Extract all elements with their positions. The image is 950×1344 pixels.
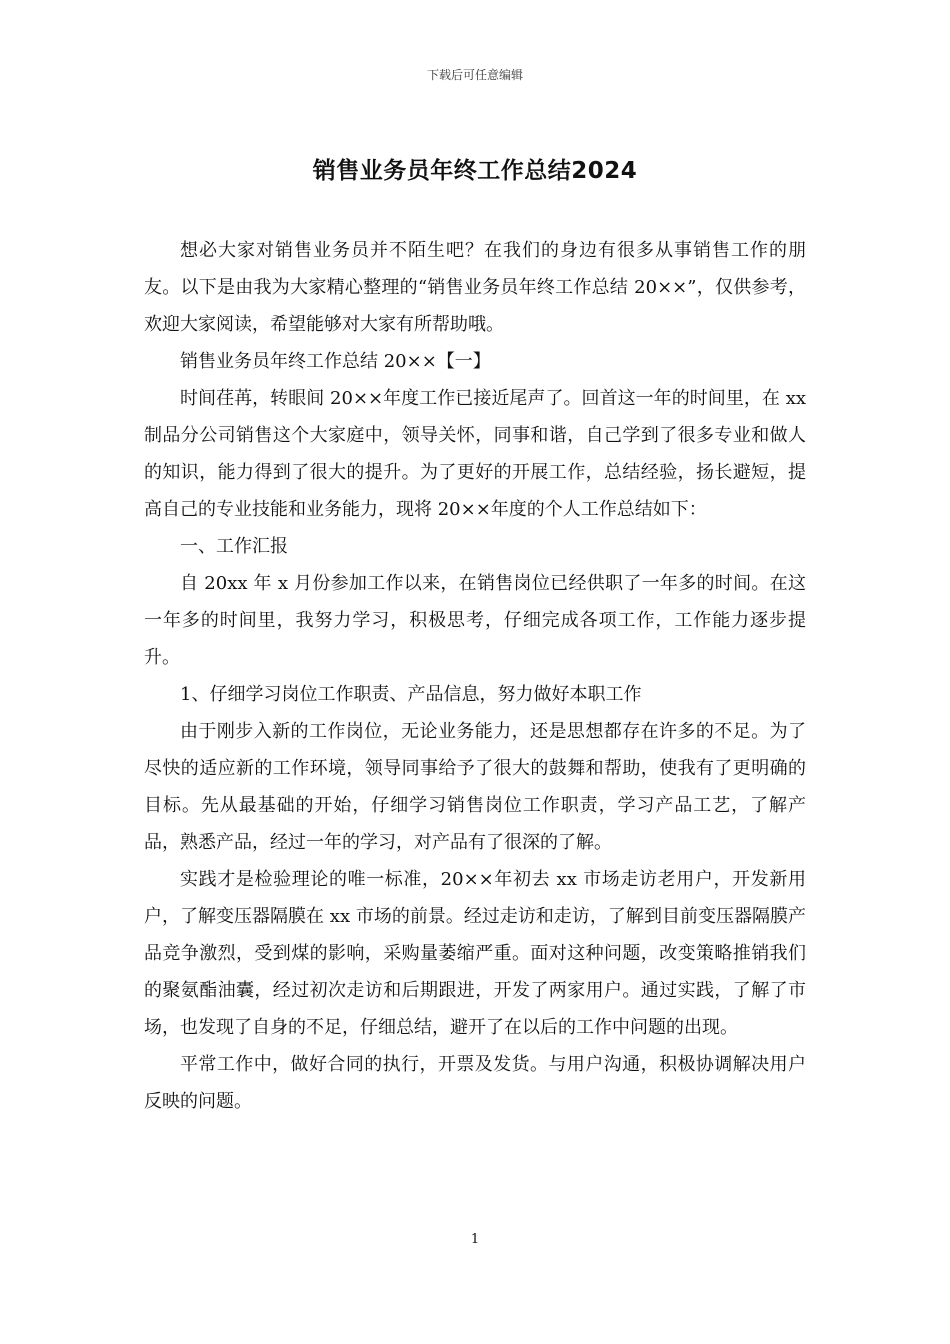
paragraph-overview: 时间荏苒，转眼间 20××年度工作已接近尾声了。回首这一年的时间里，在 xx 制品分公司销售这个大家庭中，领导关怀，同事和谐，自己学到了很多专业和做人的知识，能力得到了很大的提升。为了更好的开展工作，总结经验，扬长避短，提高自己的专业技能和业务能力，现将 20××年度的个人工作总结如下： <box>144 388 806 520</box>
page-number: 1 <box>470 1232 480 1247</box>
document-body <box>144 232 806 1120</box>
paragraph-study-duties: 由于刚步入新的工作岗位，无论业务能力，还是思想都存在许多的不足。为了尽快的适应新的工作环境，领导同事给予了很大的鼓舞和帮助，使我有了更明确的目标。先从最基础的开始，仔细学习销售岗位工作职责，学习产品工艺，了解产品，熟悉产品，经过一年的学习，对产品有了很深的了解。 <box>144 721 806 853</box>
section-heading-one: 销售业务员年终工作总结 20××【一】 <box>180 351 491 372</box>
header-note: 下载后可任意编辑 <box>426 68 523 82</box>
paragraph-work-report: 自 20xx 年 x 月份参加工作以来，在销售岗位已经供职了一年多的时间。在这一年多的时间里，我努力学习，积极思考，仔细完成各项工作，工作能力逐步提升。 <box>144 573 806 668</box>
paragraph-intro: 想必大家对销售业务员并不陌生吧？在我们的身边有很多从事销售工作的朋友。以下是由我为大家精心整理的“销售业务员年终工作总结 20××”，仅供参考，欢迎大家阅读，希望能够对大家有所帮助哦。 <box>144 240 806 335</box>
heading-study-duties: 1、仔细学习岗位工作职责、产品信息，努力做好本职工作 <box>180 684 642 705</box>
paragraph-daily-work: 平常工作中，做好合同的执行，开票及发货。与用户沟通，积极协调解决用户反映的问题。 <box>144 1054 806 1112</box>
heading-work-report: 一、工作汇报 <box>180 536 288 557</box>
document-title: 销售业务员年终工作总结2024 <box>312 158 638 184</box>
paragraph-practice: 实践才是检验理论的唯一标准，20××年初去 xx 市场走访老用户，开发新用户，了解变压器隔膜在 xx 市场的前景。经过走访和走访，了解到目前变压器隔膜产品竞争激烈，受到煤的影响，采购量萎缩严重。面对这种问题，改变策略推销我们的聚氨酯油囊，经过初次走访和后期跟进，开发了两家用户。通过实践，了解了市场，也发现了自身的不足，仔细总结，避开了在以后的工作中问题的出现。 <box>144 869 806 1038</box>
